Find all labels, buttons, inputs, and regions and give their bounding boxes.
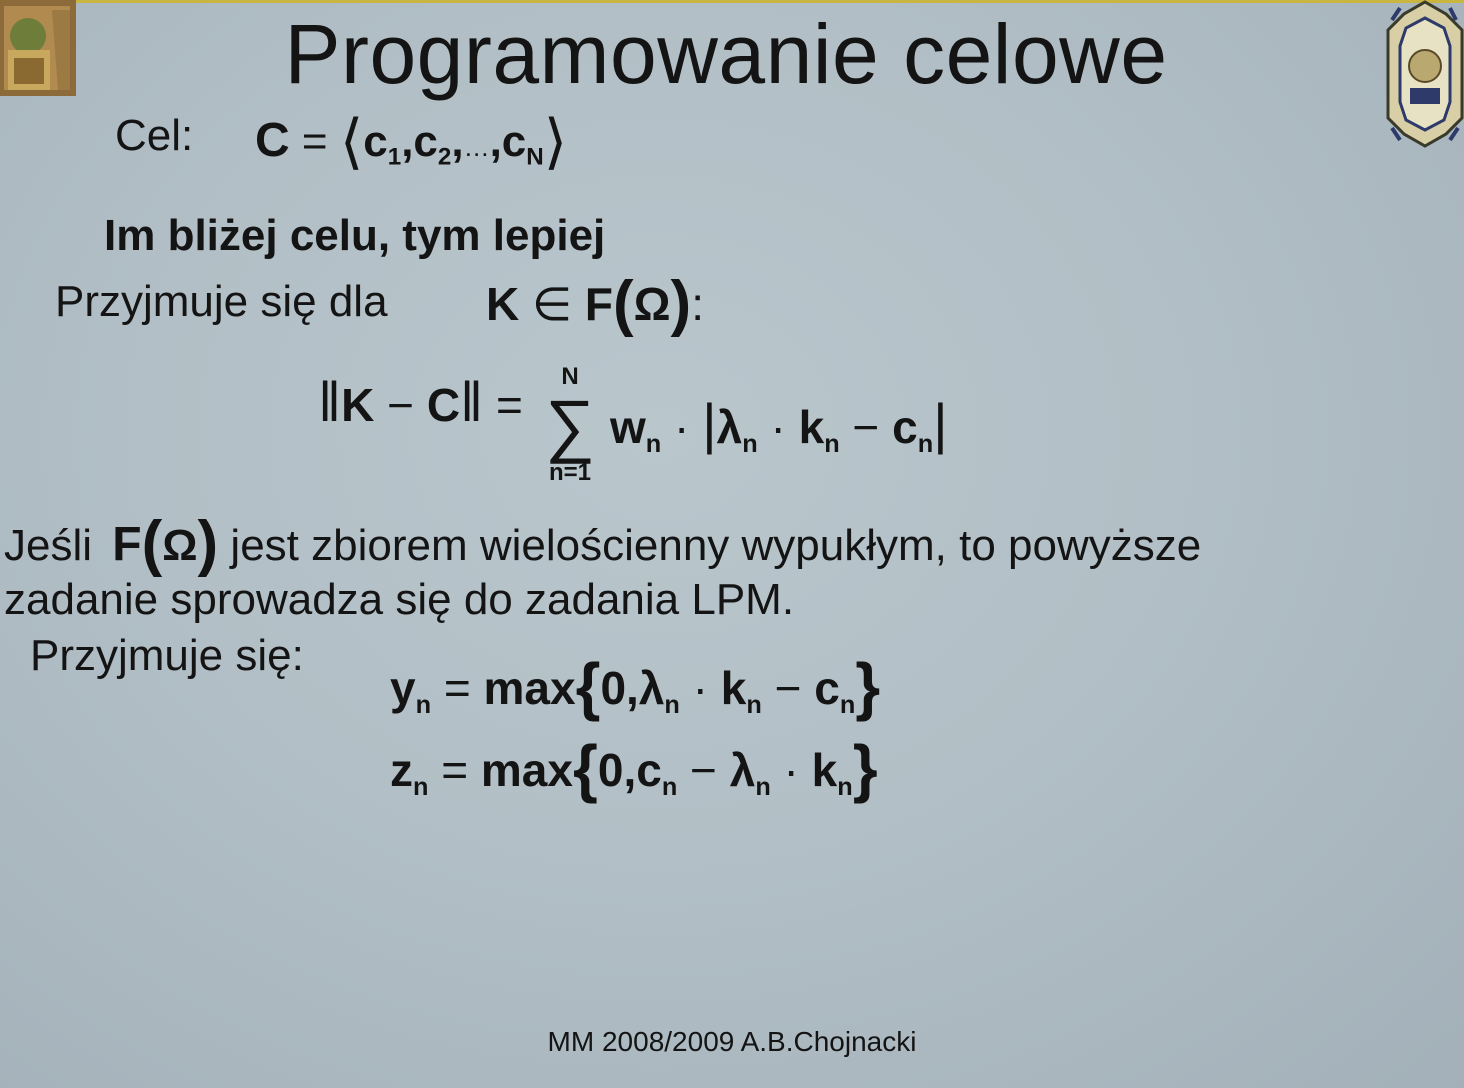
top-border xyxy=(0,0,1464,3)
assume-line xyxy=(55,276,388,328)
summation-sign: N ∑ n=1 xyxy=(545,363,595,486)
norm-formula-rhs: $w_n \cdot |\lambda_n \cdot k_n - c_n|$ xyxy=(610,392,948,458)
equation-y: $y_n = \max\{0,\lambda_n \cdot k_n - c_n\}$ xyxy=(390,650,881,722)
slide-footer: MM 2008/2009 A.B.Chojnacki xyxy=(547,1026,917,1057)
slide-title: Programowanie celowe xyxy=(284,7,1168,101)
assume-text: Przyjmuje się dla xyxy=(55,277,388,326)
para-prefix: Jeśli xyxy=(4,521,93,570)
goal-line xyxy=(115,108,568,175)
equation-z: $z_n = \max\{0,c_n - \lambda_n \cdot k_n\}$ xyxy=(390,732,878,804)
paragraph-line-2: zadanie sprowadza się do zadania LPM. xyxy=(4,575,795,624)
assume-formula: K ∈ F(Ω): xyxy=(486,269,704,338)
goal-label: Cel: xyxy=(115,111,194,160)
paragraph-line-1: Jeśli F(Ω) jest zbiorem wielościenny wypukłym, to powyższe xyxy=(4,509,1202,578)
assume2-text: Przyjmuje się: xyxy=(30,631,304,680)
subtitle: Im bliżej celu, tym lepiej xyxy=(104,211,606,260)
norm-formula: ‖K − C‖ = xyxy=(318,370,523,433)
para-line1-rest: jest zbiorem wielościenny wypukłym, to powyższe xyxy=(230,521,1202,570)
goal-formula: $C = ⟨c_1,c_2,\dots,c_N⟩$ xyxy=(255,108,568,175)
